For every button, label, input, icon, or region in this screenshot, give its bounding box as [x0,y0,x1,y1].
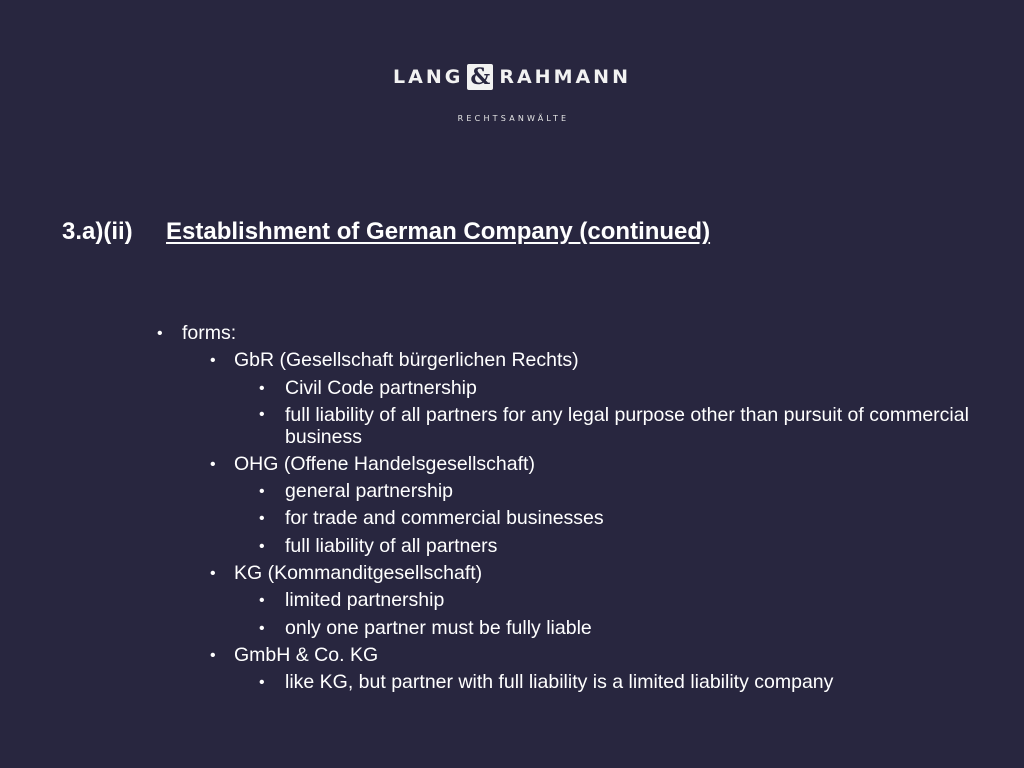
list-item-text: Civil Code partnership [285,376,477,399]
bullet-icon: • [210,646,216,664]
logo-subtitle: RECHTSANWÄLTE [457,114,570,123]
bullet-icon: • [157,325,163,342]
bullet-icon: • [259,510,265,528]
bullet-icon: • [210,455,216,473]
logo-wordmark [0,62,1024,92]
list-item-text: forms: [182,322,237,344]
list-item [0,615,1024,642]
list-item [0,533,1024,560]
bullet-icon: • [210,352,216,370]
list-item-text: KG (Kommanditgesellschaft) [234,562,483,585]
bullet-icon: • [259,674,265,692]
list-item [0,669,1024,696]
list-item [0,347,1024,374]
list-item [0,402,975,451]
bullet-icon: • [259,483,265,501]
bullet-list [0,320,1024,697]
list-item [0,642,1024,669]
slide-title [62,218,710,246]
logo-ampersand-icon: & [467,64,493,90]
bullet-icon: • [259,619,265,637]
firm-logo [0,62,1024,123]
section-heading: Establishment of German Company (continued) [166,218,711,245]
list-item-text: for trade and commercial businesses [285,507,604,530]
bullet-icon: • [259,592,265,610]
list-item-text: like KG, but partner with full liability is a limited liability company [285,671,834,694]
list-item-text: full liability of all partners [285,534,498,557]
list-item [0,560,1024,587]
list-item-text: general partnership [285,480,454,503]
list-item-text: OHG (Offene Handelsgesellschaft) [234,452,535,475]
logo-lang: LANG [393,66,464,88]
list-item [0,478,1024,505]
list-item-text: GmbH & Co. KG [234,643,379,666]
list-item-text: GbR (Gesellschaft bürgerlichen Rechts) [234,349,579,372]
list-item [0,587,1024,614]
bullet-icon: • [259,537,265,555]
bullet-icon: • [210,565,216,583]
list-item [0,505,1024,532]
list-item [0,320,1024,347]
list-item [0,375,1024,402]
bullet-icon: • [259,379,265,397]
list-item-text: limited partnership [285,589,445,612]
list-item-text: only one partner must be fully liable [285,616,592,639]
logo-rahmann: RAHMANN [499,66,631,88]
section-number: 3.a)(ii) [62,218,133,245]
bullet-icon: • [259,405,265,423]
list-item-text: full liability of all partners for any legal purpose other than pursuit of commercial business [285,403,969,448]
list-item [0,451,1024,478]
